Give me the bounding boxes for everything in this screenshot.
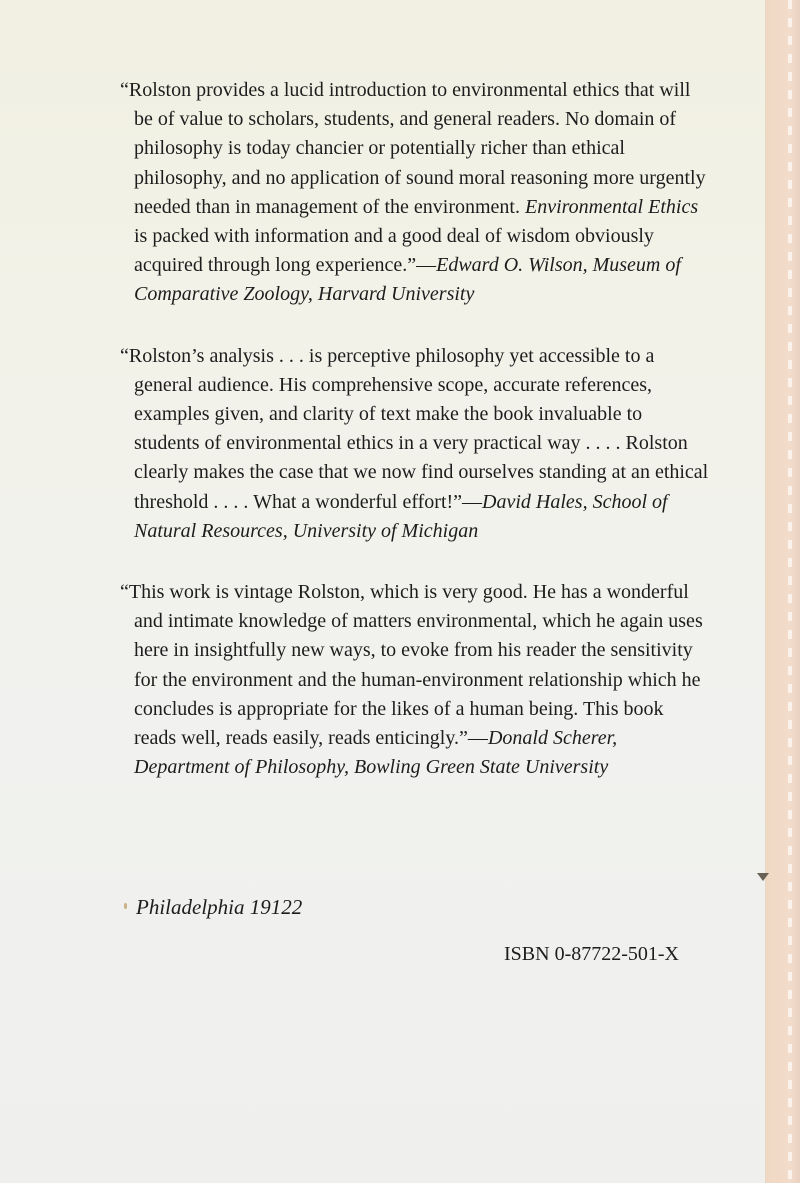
- blurb-body: “This work is vintage Rolston, which is very good. He has a wonderful and intimate knowledge of matters environmental, which he again uses here in insightfully new ways, to evoke from his reader the sensitivity for the environment and the human-environment relationship which he concludes is appropriate for the likes of a human being. This book reads well, reads easily, reads enticingly.”—: [120, 581, 703, 750]
- blurb-body-continued: is packed with information and a good deal of wisdom obviously acquired through long experience.”—: [134, 225, 654, 277]
- blurb-quote-hales: [120, 342, 710, 546]
- isbn-number: ISBN 0-87722-501-X: [504, 943, 679, 966]
- blurb-text: [120, 578, 710, 782]
- blurb-attribution: Donald Scherer, Department of Philosophy, Bowling Green State University: [134, 727, 618, 779]
- paper-speck: [124, 903, 127, 909]
- blurb-body: “Rolston’s analysis . . . is perceptive philosophy yet accessible to a general audience. His comprehensive scope, accurate references, examples given, and clarity of text make the book invaluable to students of environmental ethics in a very practical way . . . . Rolston clearly makes the case that we now find ourselves standing at an ethical threshold . . . . What a wonderful effort!”—: [120, 344, 709, 513]
- blurb-body: “Rolston provides a lucid introduction to environmental ethics that will be of value to scholars, students, and general readers. No domain of philosophy is today chancier or potentially richer than ethical philosophy, and no application of sound moral reasoning more urgently needed than in management of the environment.: [120, 79, 706, 218]
- book-spine-edge: [765, 0, 800, 1183]
- publisher-city: Philadelphia 19122: [136, 895, 303, 920]
- isbn-row: [120, 940, 710, 968]
- blurb-text: [120, 76, 710, 310]
- blurb-text: [120, 342, 710, 546]
- back-cover-text-column: [120, 0, 710, 968]
- cover-notch-mark: [757, 873, 769, 881]
- blurb-attribution: Edward O. Wilson, Museum of Comparative Zoology, Harvard University: [134, 254, 681, 306]
- blurb-quote-wilson: [120, 76, 710, 310]
- blurb-quote-scherer: [120, 578, 710, 782]
- publisher-city-row: [120, 892, 710, 922]
- book-title-reference: Environmental Ethics: [524, 195, 699, 218]
- blurb-attribution: David Hales, School of Natural Resources, University of Michigan: [134, 490, 668, 542]
